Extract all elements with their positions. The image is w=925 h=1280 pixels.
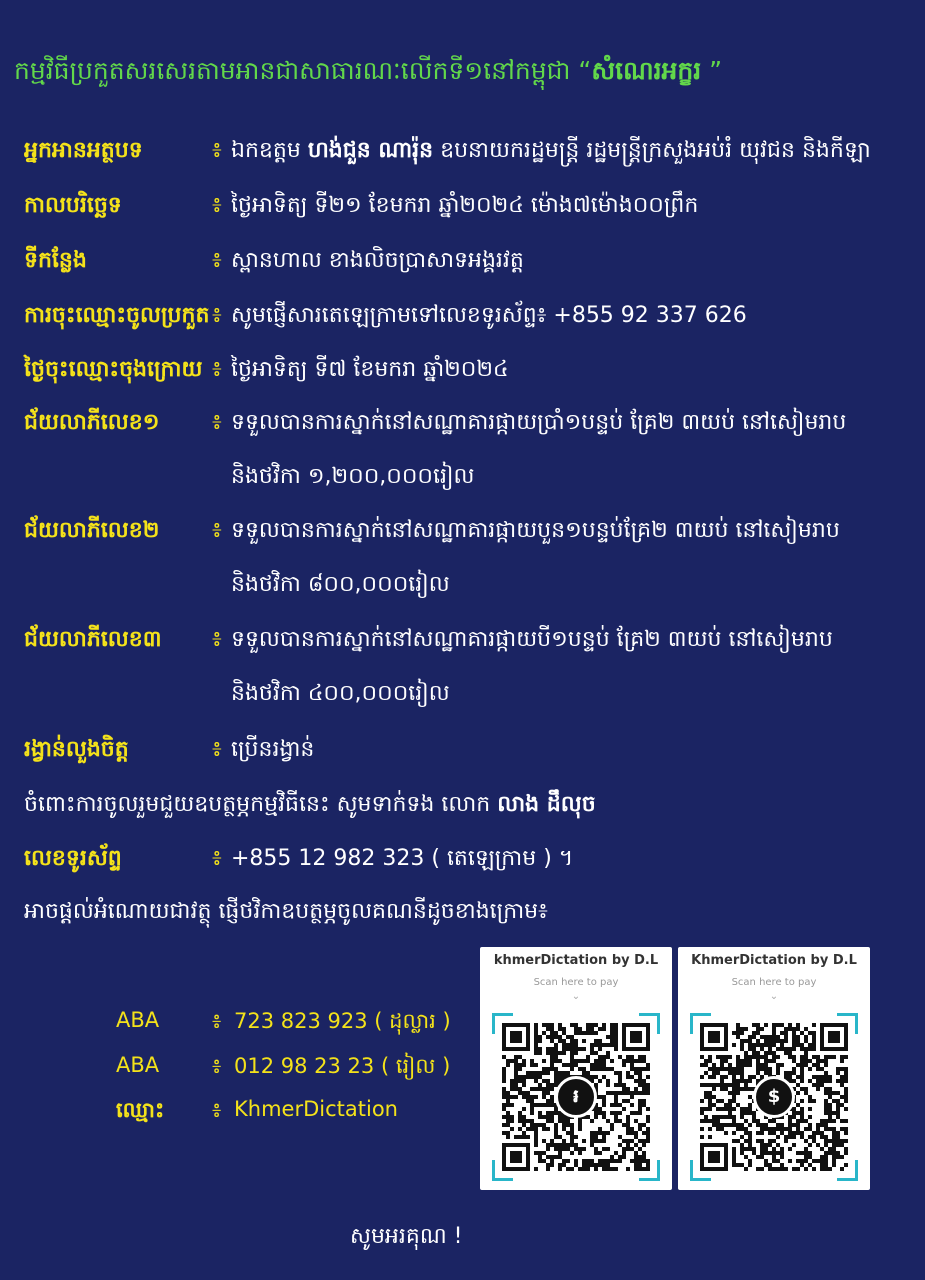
info-label: ការចុះឈ្មោះចូលប្រកួត — [24, 303, 210, 328]
info-label: ជ័យលាភីលេខ១ — [24, 410, 160, 435]
info-value-2: និងថវិកា ៤០០,០០០រៀល — [231, 681, 450, 706]
info-value: សូមផ្ញើសារតេឡេក្រាមទៅលេខទូរស័ព្ទ៖ +855 92 337 626 — [231, 303, 747, 328]
info-value: ទទួលបានការស្នាក់នៅសណ្ឋាគារផ្កាយប្រាំ១បន្ទប់ គ្រែ២ ៣យប់ នៅសៀមរាប — [231, 410, 847, 435]
info-value: ឯកឧត្តម ហង់ជួន ណារ៉ុន ឧបនាយករដ្ឋមន្ត្រី រដ្ឋមន្ត្រីក្រសួងអប់រំ យុវជន និងកីឡា — [231, 138, 871, 163]
info-label: លេខទូរស័ព្ទ — [24, 846, 122, 871]
info-value-2: និងថវិកា ៨០០,០០០រៀល — [231, 572, 450, 597]
info-value: ថ្ងៃអាទិត្យ ទី៧ ខែមករា ឆ្នាំ២០២៤ — [231, 357, 509, 382]
page-title: កម្មវិធីប្រកួតសរសេរតាមអានជាសាធារណៈលើកទី១នៅកម្ពុជា “សំណេរអក្ខរ ” — [14, 56, 723, 85]
info-label: អ្នកអានអត្ថបទ — [24, 138, 143, 163]
sponsor-name: លាង ដឹលុច — [497, 792, 596, 817]
qr-frame[interactable] — [492, 1013, 660, 1181]
account-number: 723 823 923 ( ដុល្លារ ) — [234, 1009, 451, 1033]
info-value: ទទួលបានការស្នាក់នៅសណ្ឋាគារផ្កាយបួន១បន្ទប់គ្រែ២ ៣យប់ នៅសៀមរាប — [231, 518, 840, 543]
info-value: ថ្ងៃអាទិត្យ ទី២១ ខែមករា ឆ្នាំ២០២៤ ម៉ោង៧ម៉ោង០០ព្រឹក — [231, 193, 699, 218]
info-label: កាលបរិច្ឆេទ — [24, 193, 122, 218]
qr-card-riel — [480, 947, 672, 1190]
phone-value: +855 12 982 323 ( តេឡេក្រាម ) ។ — [231, 846, 574, 871]
riel-icon: ៛ — [555, 1076, 597, 1118]
info-value: ទទួលបានការស្នាក់នៅសណ្ឋាគារផ្កាយបី១បន្ទប់ គ្រែ២ ៣យប់ នៅសៀមរាប — [231, 627, 833, 652]
info-label: ជ័យលាភីលេខ៣ — [24, 627, 162, 652]
info-value-2: និងថវិកា ១,២០០,០០០រៀល — [231, 464, 475, 489]
info-label: ជ័យលាភីលេខ២ — [24, 518, 160, 543]
thanks-text: សូមអរគុណ ! — [350, 1224, 463, 1249]
account-number: 012 98 23 23 ( រៀល ) — [234, 1054, 451, 1078]
info-label: ថ្ងៃចុះឈ្មោះចុងក្រោយ — [24, 357, 203, 382]
qr-card-dollar — [678, 947, 870, 1190]
info-label: រង្វាន់លួងចិត្ត — [24, 737, 129, 762]
qr-card-title: khmerDictation by D.L — [493, 953, 659, 968]
qr-frame[interactable] — [690, 1013, 858, 1181]
info-label: ទីកន្លែង — [24, 248, 87, 273]
info-value: ប្រើនរង្វាន់ — [231, 737, 315, 762]
info-value: ស្ពានហាល ខាងលិចប្រាសាទអង្គរវត្ត — [231, 248, 524, 273]
title-highlight: សំណេរអក្ខរ — [591, 56, 702, 85]
sponsor-note: ចំពោះការចូលរួមជួយឧបត្ថម្ភកម្មវិធីនេះ សូមទាក់ទង លោក លាង ដឹលុច — [24, 792, 596, 817]
qr-card-subtitle: Scan here to pay — [731, 977, 817, 988]
chevron-down-icon: ⌄ — [769, 991, 779, 1002]
donate-note: អាចផ្តល់អំណោយជាវត្ថុ ផ្ញើថវិកាឧបត្ថម្ភចូលគណនីដូចខាងក្រោម៖ — [24, 899, 548, 924]
account-name: KhmerDictation — [234, 1097, 398, 1121]
qr-card-title: KhmerDictation by D.L — [691, 953, 857, 968]
chevron-down-icon: ⌄ — [571, 991, 581, 1002]
qr-card-subtitle: Scan here to pay — [533, 977, 619, 988]
dollar-icon: $ — [753, 1076, 795, 1118]
